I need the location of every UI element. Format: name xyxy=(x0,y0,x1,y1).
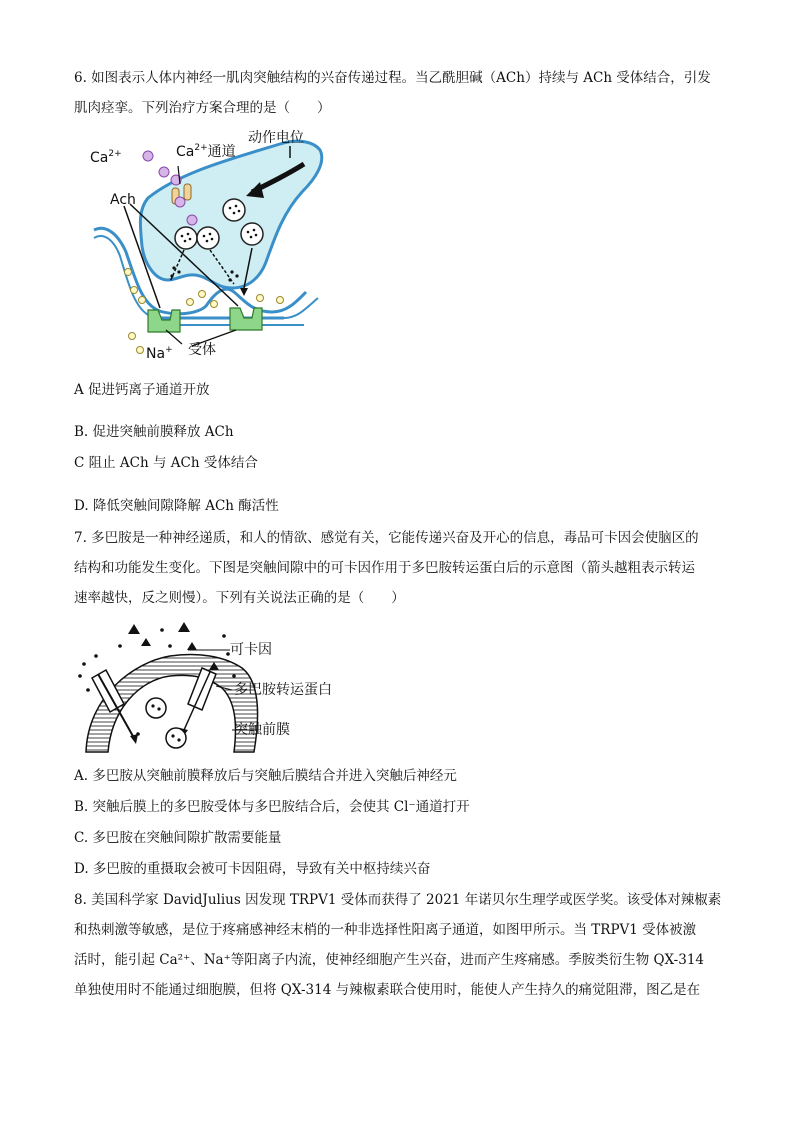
vesicle-icon xyxy=(223,199,245,221)
q8-line3: 活时，能引起 Ca²⁺、Na⁺等阳离子内流，使神经细胞产生兴奋，进而产生疼痛感。季胺类衍生物 QX-314 xyxy=(74,952,705,968)
transporter-icon xyxy=(180,668,216,738)
q8-line1: 8. 美国科学家 DavidJulius 因发现 TRPV1 受体而获得了 2021 年诺贝尔生理学或医学奖。该受体对辣椒素 xyxy=(74,892,722,908)
q7-option-d: D. 多巴胺的重摄取会被可卡因阻碍，导致有关中枢持续兴奋 xyxy=(74,861,431,877)
q6-option-b: B. 促进突触前膜释放 ACh xyxy=(74,424,234,440)
svg-text:Ca2+ xyxy=(90,149,122,166)
na-label-sup: + xyxy=(165,345,173,355)
ach-label: Ach xyxy=(110,192,136,208)
vesicle-icon xyxy=(197,227,219,249)
q7-option-c: C. 多巴胺在突触间隙扩散需要能量 xyxy=(74,830,282,846)
q8-line4: 单独使用时不能通过细胞膜，但将 QX-314 与辣椒素联合使用时，能使人产生持久的痛觉阻滞，图乙是在 xyxy=(74,982,701,998)
ca-label-sup: 2+ xyxy=(108,149,122,159)
ca-label: Ca xyxy=(90,150,109,166)
ca-channel-label: Ca xyxy=(176,144,195,160)
svg-text:Ca2+通道 xyxy=(176,143,236,160)
q7-stem-line2: 结构和功能发生变化。下图是突触间隙中的可卡因作用于多巴胺转运蛋白后的示意图（箭头越粗表示转运 xyxy=(74,560,695,576)
cocaine-label: 可卡因 xyxy=(230,642,272,658)
vesicle-icon xyxy=(175,227,197,249)
ca-channel-label-sup: 2+ xyxy=(194,143,208,153)
q7-option-b: B. 突触后膜上的多巴胺受体与多巴胺结合后，会使其 Cl⁻通道打开 xyxy=(74,799,470,815)
q8-line2: 和热刺激等敏感，是位于疼痛感神经末梢的一种非选择性阳离子通道，如图甲所示。当 TRPV1 受体被激 xyxy=(74,922,697,938)
transporter-label: 多巴胺转运蛋白 xyxy=(234,682,332,698)
ca-channel-label-tail: 通道 xyxy=(207,144,236,160)
q6-option-d: D. 降低突触间隙降解 ACh 酶活性 xyxy=(74,498,279,514)
vesicle-icon xyxy=(241,223,263,245)
na-label: Na xyxy=(146,346,166,362)
svg-text:Na+ xyxy=(146,345,173,362)
q6-synapse-figure xyxy=(84,122,344,370)
q7-cocaine-figure xyxy=(74,616,354,756)
q7-stem-line1: 7. 多巴胺是一种神经递质，和人的情欲、感觉有关，它能传递兴奋及开心的信息，毒品可卡因会使脑区的 xyxy=(74,530,699,546)
q6-option-a: A 促进钙离子通道开放 xyxy=(74,382,210,398)
membrane-label: 突触前膜 xyxy=(234,722,290,738)
receptor-label: 受体 xyxy=(188,342,216,358)
receptor-icon xyxy=(230,308,262,330)
q6-option-c: C 阻止 ACh 与 ACh 受体结合 xyxy=(74,455,258,471)
q7-stem-line3: 速率越快，反之则慢）。下列有关说法正确的是（ ） xyxy=(74,590,405,606)
q6-stem-line2: 肌肉痉挛。下列治疗方案合理的是（ ） xyxy=(74,100,331,116)
q6-stem-line1: 6. 如图表示人体内神经一肌肉突触结构的兴奋传递过程。当乙酰胆碱（ACh）持续与 ACh 受体结合，引发 xyxy=(74,70,711,86)
q7-option-a: A. 多巴胺从突触前膜释放后与突触后膜结合并进入突触后神经元 xyxy=(74,768,457,784)
action-potential-label: 动作电位 xyxy=(248,130,304,146)
